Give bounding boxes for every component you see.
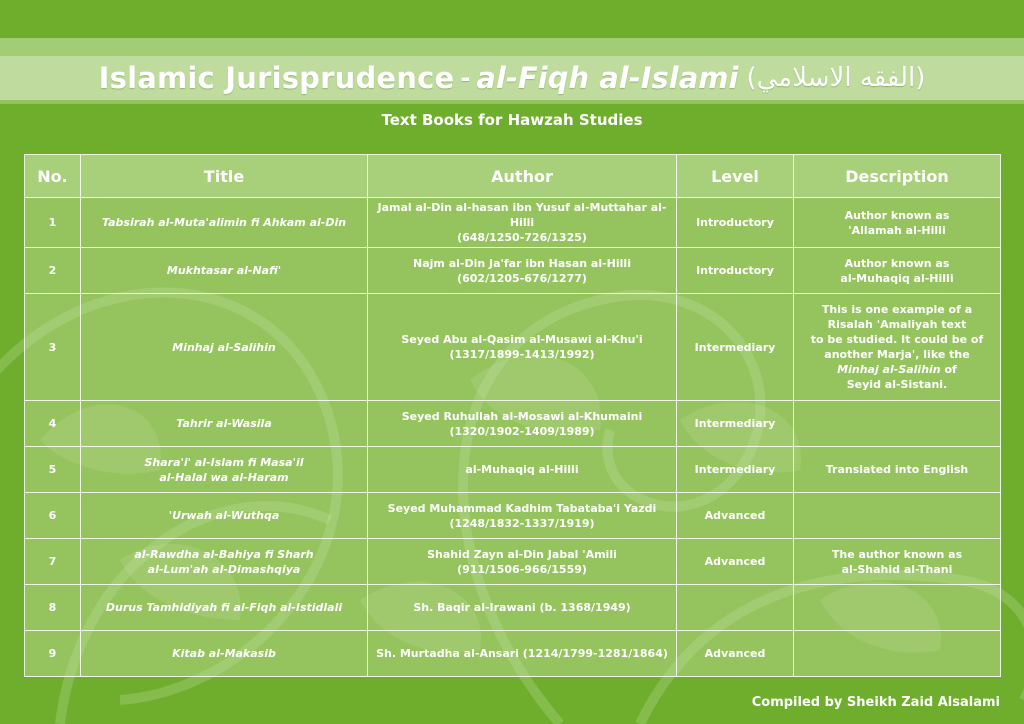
column-header-no: No. — [25, 155, 81, 198]
column-header-author: Author — [368, 155, 677, 198]
cell-level: Advanced — [677, 539, 794, 585]
page-title — [0, 56, 1024, 100]
cell-line: Jamal al-Din al-hasan ibn Yusuf al-Muttahar al-Hilli — [377, 201, 667, 229]
cell-number: 3 — [25, 294, 81, 401]
cell-number: 9 — [25, 631, 81, 677]
cell-title — [81, 493, 368, 539]
cell-number: 1 — [25, 198, 81, 248]
cell-author — [368, 631, 677, 677]
cell-line: Author known as — [844, 256, 950, 270]
cell-line: 'Urwah al-Wuthqa — [168, 509, 280, 522]
cell-title — [81, 447, 368, 493]
cell-description — [794, 294, 1001, 401]
cell-author — [368, 198, 677, 248]
cell-line: Tahrir al-Wasila — [176, 417, 272, 430]
cell-line: (911/1506-966/1559) — [457, 562, 587, 576]
cell-level: Introductory — [677, 248, 794, 294]
cell-title — [81, 401, 368, 447]
cell-line: Sh. Murtadha al-Ansari (1214/1799-1281/1864) — [376, 647, 668, 660]
cell-emphasis: Minhaj al-Salihin — [837, 363, 941, 376]
cell-line: Seyed Abu al-Qasim al-Musawi al-Khu'i — [401, 333, 643, 346]
cell-text: of — [940, 363, 957, 376]
cell-description — [794, 198, 1001, 248]
cell-number: 7 — [25, 539, 81, 585]
table-body — [25, 198, 1001, 677]
cell-description — [794, 447, 1001, 493]
cell-level: Intermediary — [677, 401, 794, 447]
cell-line: al-Muhaqiq al-Hilli — [465, 463, 579, 476]
cell-line: (1320/1902-1409/1989) — [449, 424, 595, 438]
cell-line: Mukhtasar al-Nafi' — [166, 264, 282, 277]
cell-title — [81, 248, 368, 294]
cell-line: Sh. Baqir al-Irawani (b. 1368/1949) — [413, 601, 631, 614]
cell-title — [81, 294, 368, 401]
table-row — [25, 493, 1001, 539]
cell-description — [794, 248, 1001, 294]
cell-description — [794, 631, 1001, 677]
textbook-table — [24, 154, 1001, 677]
cell-line: Tabsirah al-Muta'alimin fi Ahkam al-Din — [101, 216, 347, 229]
title-english: Islamic Jurisprudence — [98, 61, 455, 95]
page-subtitle: Text Books for Hawzah Studies — [381, 111, 643, 129]
cell-line: to be studied. It could be of — [810, 333, 984, 346]
cell-number: 4 — [25, 401, 81, 447]
cell-line: al-Lum'ah al-Dimashqiya — [147, 562, 301, 576]
textbook-table-container — [24, 154, 1000, 668]
cell-title — [81, 198, 368, 248]
cell-author — [368, 294, 677, 401]
cell-line: al-Muhaqiq al-Hilli — [840, 271, 954, 285]
cell-level: Intermediary — [677, 447, 794, 493]
cell-line: al-Shahid al-Thani — [841, 562, 953, 576]
table-row — [25, 248, 1001, 294]
cell-author — [368, 401, 677, 447]
column-header-title: Title — [81, 155, 368, 198]
cell-line: Author known as — [844, 208, 950, 222]
cell-line: Translated into English — [825, 463, 969, 476]
cell-line: Shahid Zayn al-Din Jabal 'Amili — [427, 547, 617, 561]
cell-line: Najm al-Din Ja'far ibn Hasan al-Hilli — [413, 256, 631, 270]
title-transliteration: al-Fiqh al-Islami — [476, 61, 739, 95]
cell-line: Seyed Muhammad Kadhim Tabataba'i Yazdi — [387, 501, 657, 515]
cell-number: 6 — [25, 493, 81, 539]
table-row — [25, 447, 1001, 493]
cell-line: (602/1205-676/1277) — [457, 271, 587, 285]
cell-title — [81, 631, 368, 677]
cell-title — [81, 585, 368, 631]
title-separator: - — [460, 64, 471, 92]
cell-line: Risalah 'Amaliyah text — [827, 318, 967, 331]
cell-line: Kitab al-Makasib — [172, 647, 276, 660]
table-row — [25, 294, 1001, 401]
cell-author — [368, 447, 677, 493]
cell-description — [794, 401, 1001, 447]
table-row — [25, 631, 1001, 677]
cell-author — [368, 585, 677, 631]
cell-title — [81, 539, 368, 585]
title-arabic: (الفقه الاسلامي) — [746, 63, 926, 93]
table-row — [25, 198, 1001, 248]
cell-line: (1317/1899-1413/1992) — [449, 348, 595, 361]
cell-line: 'Allamah al-Hilli — [848, 223, 946, 237]
cell-number: 8 — [25, 585, 81, 631]
cell-line: another Marja', like the — [824, 348, 970, 361]
column-header-description: Description — [794, 155, 1001, 198]
cell-number: 5 — [25, 447, 81, 493]
top-light-band — [0, 38, 1024, 56]
cell-description — [794, 493, 1001, 539]
table-row — [25, 401, 1001, 447]
cell-description — [794, 539, 1001, 585]
cell-level: Intermediary — [677, 294, 794, 401]
cell-line: al-Halal wa al-Haram — [159, 470, 289, 484]
cell-level: Introductory — [677, 198, 794, 248]
cell-line: This is one example of a — [821, 303, 973, 316]
cell-line: (1248/1832-1337/1919) — [449, 516, 595, 530]
cell-line: Seyid al-Sistani. — [846, 378, 948, 391]
title-band-edge — [0, 100, 1024, 104]
cell-line: Seyed Ruhullah al-Mosawi al-Khumaini — [401, 409, 643, 423]
cell-author — [368, 493, 677, 539]
cell-line: Durus Tamhidiyah fi al-Fiqh al-Istidlali — [105, 601, 343, 614]
cell-level: Advanced — [677, 631, 794, 677]
cell-line: Shara'i' al-Islam fi Masa'il — [144, 455, 304, 469]
cell-number: 2 — [25, 248, 81, 294]
cell-level: Advanced — [677, 493, 794, 539]
cell-author — [368, 248, 677, 294]
table-header-row — [25, 155, 1001, 198]
cell-line: al-Rawdha al-Bahiya fi Sharh — [134, 547, 314, 561]
cell-line: Minhaj al-Salihin — [172, 340, 276, 354]
cell-line: (648/1250-726/1325) — [457, 231, 587, 244]
cell-line — [798, 362, 996, 377]
table-row — [25, 539, 1001, 585]
table-row — [25, 585, 1001, 631]
cell-line: The author known as — [831, 547, 963, 561]
column-header-level: Level — [677, 155, 794, 198]
cell-author — [368, 539, 677, 585]
compiled-by-credit: Compiled by Sheikh Zaid Alsalami — [751, 695, 1000, 710]
cell-level — [677, 585, 794, 631]
cell-description — [794, 585, 1001, 631]
